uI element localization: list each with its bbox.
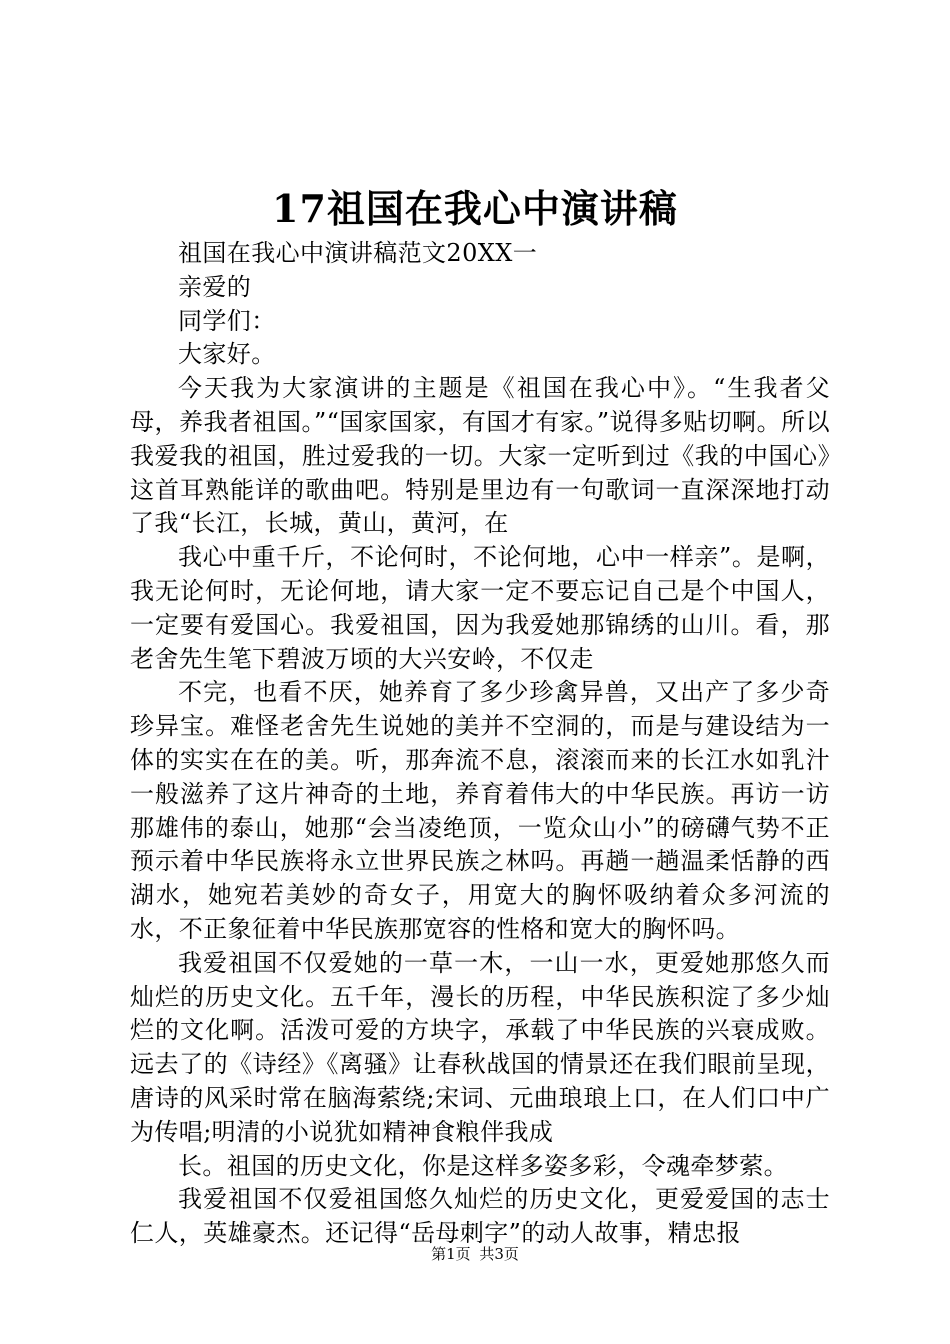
page-footer	[0, 1243, 950, 1265]
paragraph-landscape: 不完，也看不厌，她养育了多少珍禽异兽，又出产了多少奇珍异宝。难怪老舍先生说她的美并不空洞的，而是与建设结为一体的实实在在的美。听，那奔流不息，滚滚而来的长江水如乳汁一般滋养了这片神奇的土地，养育着伟大的中华民族。再访一访那雄伟的泰山，她那“会当凌绝顶，一览众山小”的磅礴气势不正预示着中华民族将永立世界民族之林吗。再趟一趟温柔恬静的西湖水，她宛若美妙的奇女子，用宽大的胸怀吸纳着众多河流的水，不正象征着中华民族那宽容的性格和宽大的胸怀吗。	[130, 678, 830, 943]
paragraph-culture-end: 长。祖国的历史文化，你是这样多姿多彩，令魂牵梦萦。	[178, 1151, 788, 1180]
page-total: 共3页	[479, 1245, 519, 1263]
paragraph-intro: 今天我为大家演讲的主题是《祖国在我心中》。“生我者父母，养我者祖国。”“国家国家，有国才有家。”说得多贴切啊。所以我爱我的祖国，胜过爱我的一切。大家一定听到过《我的中国心》这首耳熟能详的歌曲吧。特别是里边有一句歌词一直深深地打动了我“长江，长城，黄山，黄河，在	[130, 374, 830, 538]
paragraph-heroes: 我爱祖国不仅爱祖国悠久灿烂的历史文化，更爱爱国的志士仁人，英雄豪杰。还记得“岳母刺字”的动人故事，精忠报	[130, 1185, 830, 1248]
document-title: 17祖国在我心中演讲稿	[272, 186, 678, 231]
document-body	[130, 237, 830, 1251]
paragraph-salutation-1: 亲爱的	[178, 272, 252, 301]
paragraph-greeting: 大家好。	[178, 340, 276, 369]
paragraph-mountains: 我心中重千斤，不论何时，不论何地，心中一样亲”。是啊，我无论何时，无论何地，请大家一定不要忘记自己是个中国人，一定要有爱国心。我爱祖国，因为我爱她那锦绣的山川。看，那老舍先生笔下碧波万顷的大兴安岭，不仅走	[130, 543, 830, 673]
paragraph-salutation-2: 同学们：	[178, 306, 276, 335]
paragraph-heading-line: 祖国在我心中演讲稿范文20XX一	[178, 239, 538, 267]
page-number: 第1页	[431, 1245, 471, 1263]
paragraph-culture: 我爱祖国不仅爱她的一草一木，一山一水，更爱她那悠久而灿烂的历史文化。五千年，漫长的历程，中华民族积淀了多少灿烂的文化啊。活泼可爱的方块字，承载了中华民族的兴衰成败。远去了的《诗经》《离骚》让春秋战国的情景还在我们眼前呈现，唐诗的风采时常在脑海萦绕;宋词、元曲琅琅上口，在人们口中广为传唱;明清的小说犹如精神食粮伴我成	[130, 948, 830, 1146]
